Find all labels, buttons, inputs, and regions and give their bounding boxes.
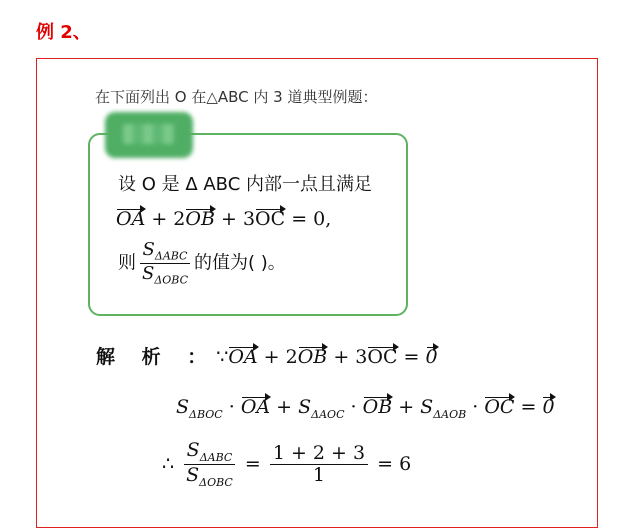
therefore-symbol: ∴: [162, 452, 175, 475]
area-ratio-fraction: [183, 440, 236, 490]
equals-1: =: [238, 452, 267, 475]
zero-vector: 0: [542, 396, 555, 418]
equals: =: [514, 396, 543, 418]
sum-denominator: 1: [312, 464, 326, 487]
subscript-boc: ΔBOC: [189, 407, 223, 421]
sum-fraction: [270, 443, 368, 488]
denominator-subscript: ΔOBC: [154, 273, 189, 287]
sum-numerator: 1 + 2 + 3: [270, 443, 368, 466]
vector-oc: OC: [255, 208, 286, 230]
plus-3: + 3: [214, 208, 256, 230]
vector-oc: OC: [367, 346, 398, 368]
dot-1: ·: [222, 396, 241, 418]
problem-line-2: [116, 208, 331, 230]
example-title: 例 2、: [36, 22, 91, 43]
fraction-denominator: S: [186, 464, 200, 487]
plus-3: + 3: [327, 346, 368, 368]
area-s-boc: S: [176, 396, 190, 418]
area-ratio-fraction: [139, 240, 191, 287]
vector-ob: OB: [185, 208, 215, 230]
vector-ob: OB: [362, 396, 393, 418]
dot-2: ·: [344, 396, 363, 418]
problem-line-1: 设 O 是 Δ ABC 内部一点且满足: [118, 174, 373, 195]
fraction-numerator: S: [142, 239, 155, 260]
result: = 6: [371, 452, 412, 475]
solution-line-3: [162, 440, 411, 490]
area-s-aob: S: [420, 396, 434, 418]
vector-ob: OB: [297, 346, 328, 368]
dot-3: ·: [466, 396, 485, 418]
ze-prefix: 则: [118, 252, 136, 274]
solution-line-2: [176, 396, 555, 421]
numerator-subscript: ΔABC: [154, 249, 188, 263]
solution-line-1: [96, 342, 438, 369]
vector-oa: OA: [116, 208, 146, 230]
problem-line-3: [118, 240, 286, 287]
area-s-aoc: S: [298, 396, 312, 418]
plus-2: + 2: [145, 208, 186, 230]
fraction-numerator: S: [186, 439, 200, 461]
equals: =: [397, 346, 426, 368]
numerator-subscript: ΔABC: [199, 450, 233, 464]
question-suffix: 的值为( )。: [194, 252, 286, 274]
vector-oc: OC: [484, 396, 515, 418]
plus-1: +: [270, 396, 299, 418]
plus-2: + 2: [257, 346, 298, 368]
plus-2: +: [392, 396, 421, 418]
fraction-denominator: S: [142, 263, 155, 285]
denominator-subscript: ΔOBC: [199, 476, 233, 490]
intro-text: 在下面列出 O 在△ABC 内 3 道典型例题：: [95, 88, 378, 106]
blurred-label: [105, 112, 193, 158]
zero-vector: 0: [425, 346, 438, 368]
equals-zero: = 0,: [285, 208, 332, 230]
subscript-aob: ΔAOB: [433, 407, 467, 421]
because-symbol: ∵: [216, 346, 229, 368]
subscript-aoc: ΔAOC: [311, 407, 345, 421]
vector-oa: OA: [240, 396, 271, 418]
solution-label: 解 析 ：: [96, 346, 217, 368]
vector-oa: OA: [228, 346, 258, 368]
